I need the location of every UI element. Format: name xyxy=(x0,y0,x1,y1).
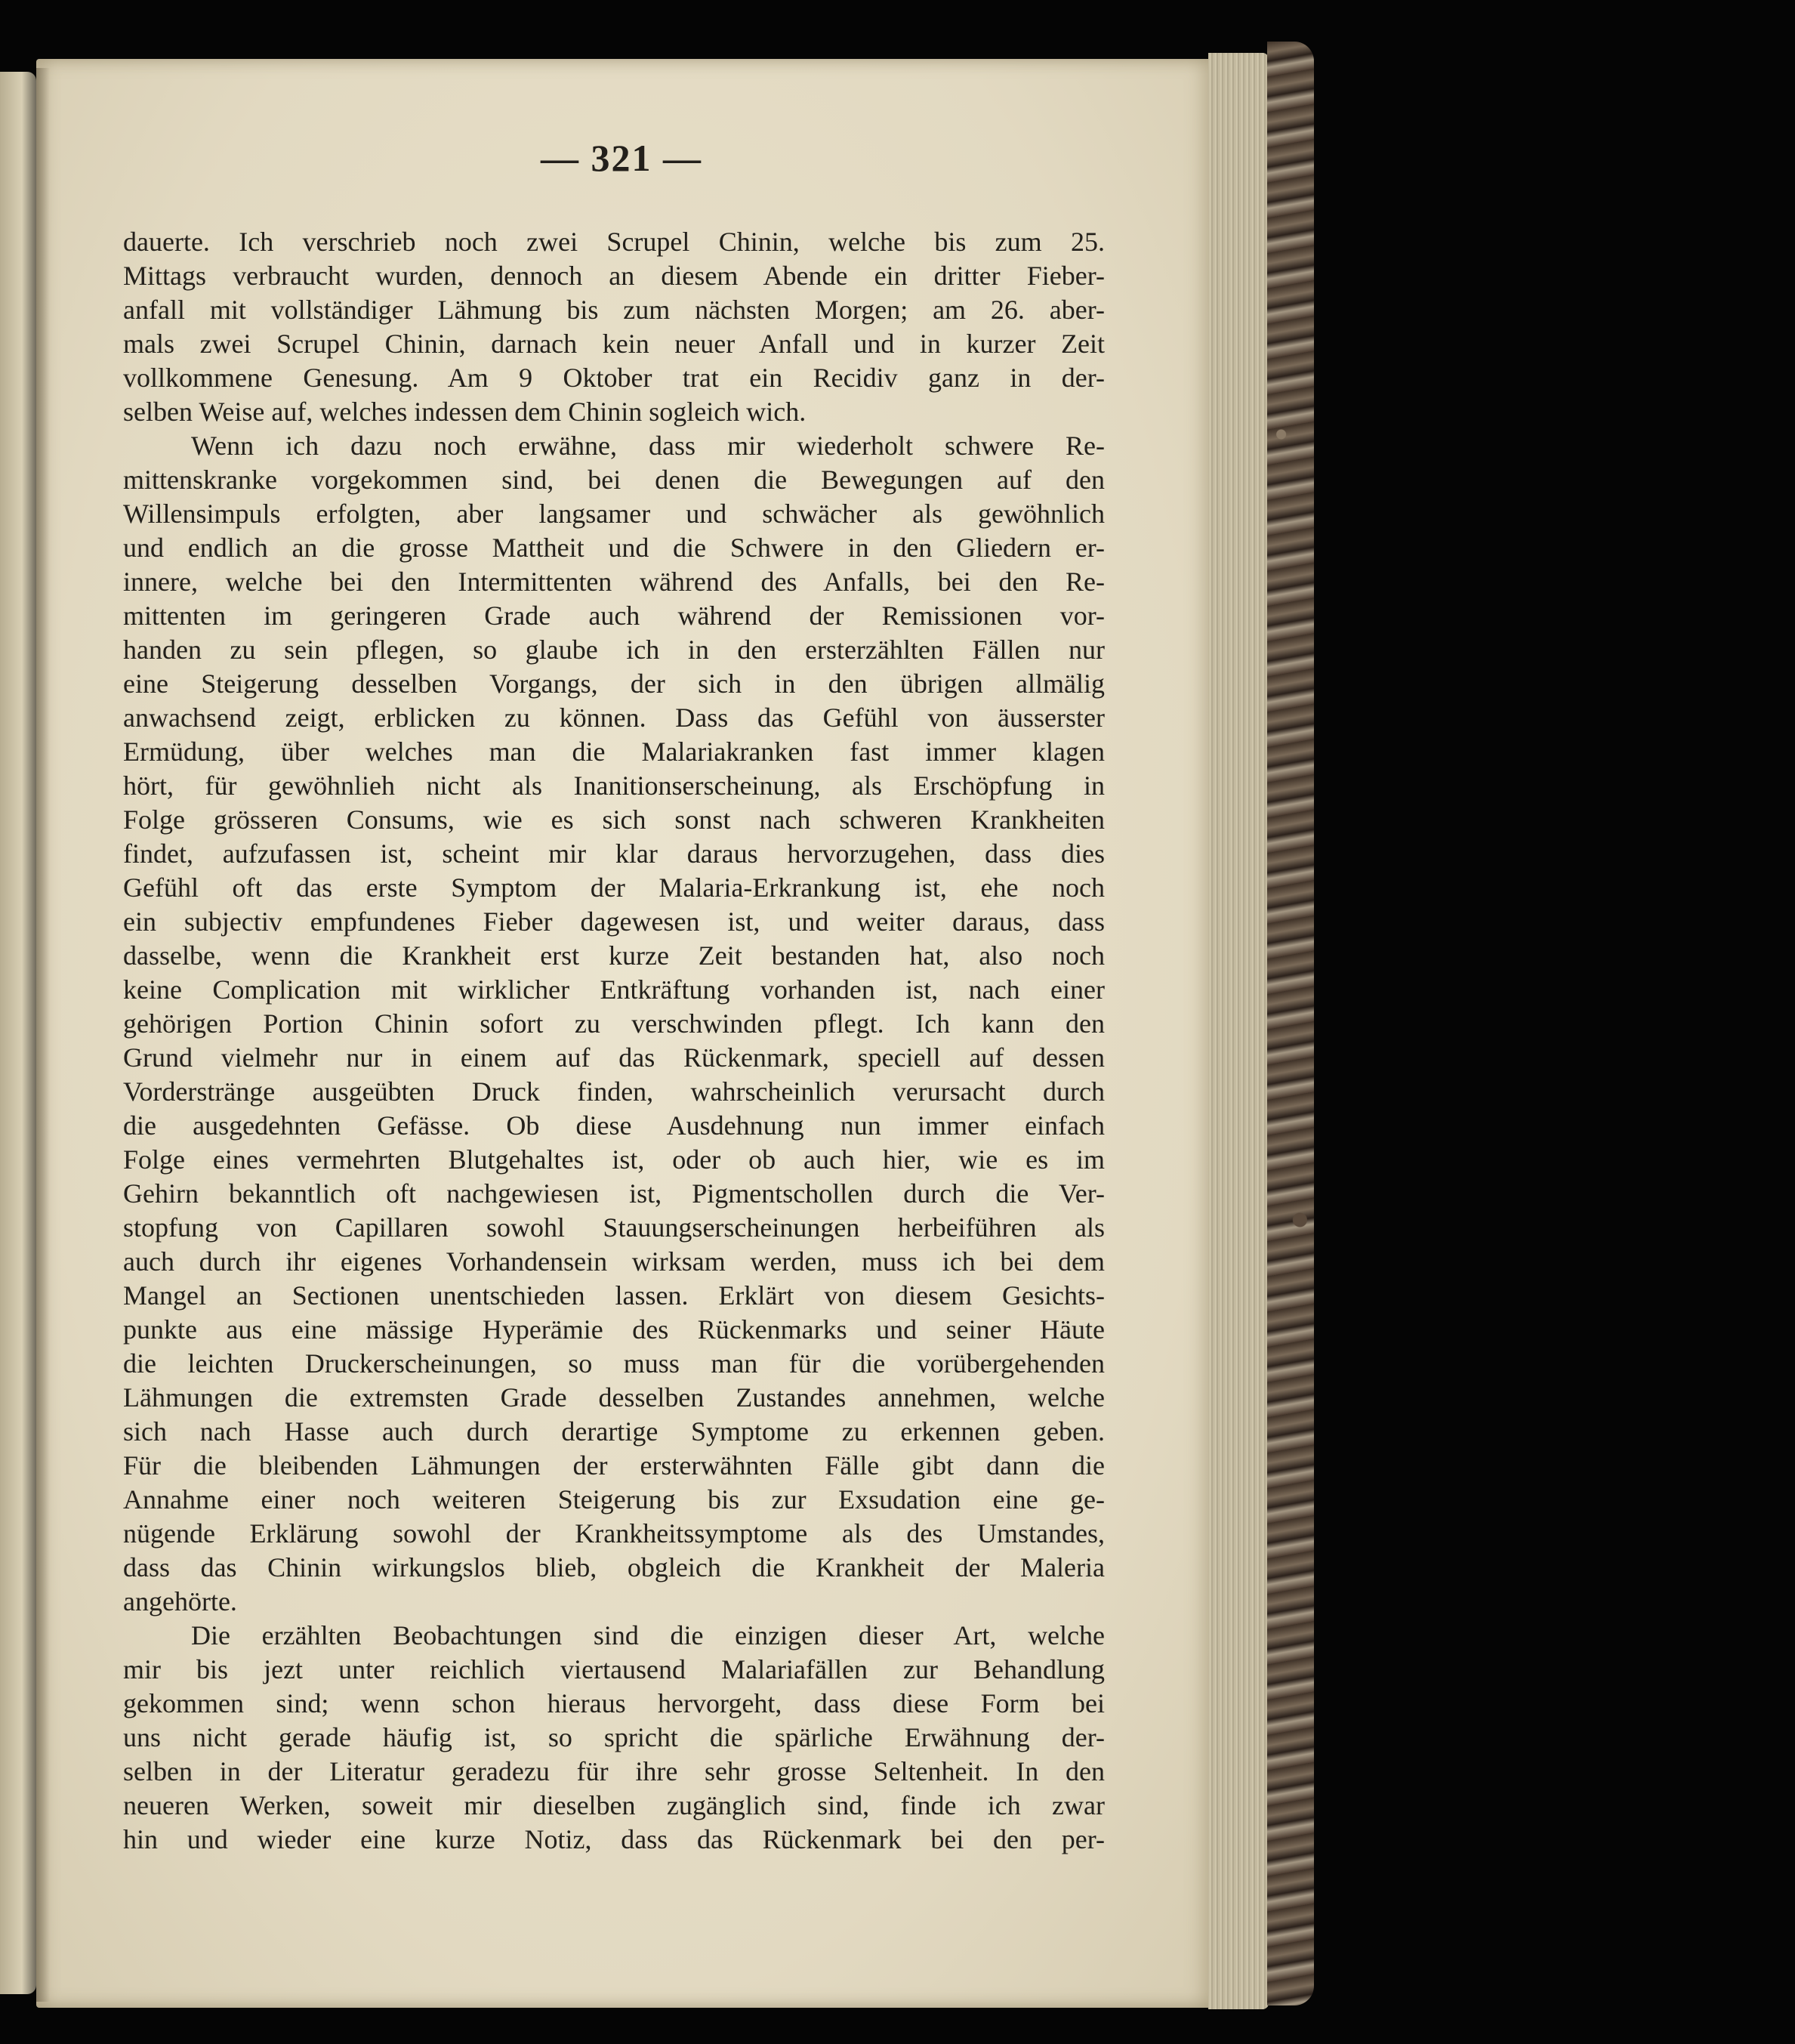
text-line: handen zu sein pflegen, so glaube ich in den ersterzählten Fällen nur xyxy=(123,635,1105,665)
marbled-book-cover xyxy=(1267,42,1314,2005)
text-line: hört, für gewöhnlieh nicht als Inanitionserscheinung, als Erschöpfung in xyxy=(123,770,1105,801)
text-line: Mittags verbraucht wurden, dennoch an diesem Abende ein dritter Fieber- xyxy=(123,261,1105,291)
text-line: Annahme einer noch weiteren Steigerung bis zur Exsudation eine ge- xyxy=(123,1484,1105,1514)
text-line: dasselbe, wenn die Krankheit erst kurze Zeit bestanden hat, also noch xyxy=(123,940,1105,971)
text-line: gehörigen Portion Chinin sofort zu verschwinden pflegt. Ich kann den xyxy=(123,1008,1105,1039)
text-line: punkte aus eine mässige Hyperämie des Rückenmarks und seiner Häute xyxy=(123,1314,1105,1345)
text-line: keine Complication mit wirklicher Entkräftung vorhanden ist, nach einer xyxy=(123,974,1105,1005)
text-line: Ermüdung, über welches man die Malariakranken fast immer klagen xyxy=(123,736,1105,767)
text-line: angehörte. xyxy=(123,1586,237,1616)
text-line: stopfung von Capillaren sowohl Stauungserscheinungen herbeiführen als xyxy=(123,1212,1105,1243)
page-stack-edge xyxy=(1208,53,1269,2009)
text-line: Gehirn bekanntlich oft nachgewiesen ist, Pigmentschollen durch die Ver- xyxy=(123,1178,1105,1209)
text-line: gekommen sind; wenn schon hieraus hervorgeht, dass diese Form bei xyxy=(123,1688,1105,1718)
page-content xyxy=(123,136,1105,1857)
text-line: anfall mit vollständiger Lähmung bis zum nächsten Morgen; am 26. aber- xyxy=(123,295,1105,325)
text-line: selben in der Literatur geradezu für ihre sehr grosse Seltenheit. In den xyxy=(123,1756,1105,1786)
text-line: Folge eines vermehrten Blutgehaltes ist, oder ob auch hier, wie es im xyxy=(123,1144,1105,1175)
text-line: Für die bleibenden Lähmungen der ersterwähnten Fälle gibt dann die xyxy=(123,1450,1105,1481)
text-line: anwachsend zeigt, erblicken zu können. Dass das Gefühl von äusserster xyxy=(123,702,1105,733)
text-line: Grund vielmehr nur in einem auf das Rückenmark, speciell auf dessen xyxy=(123,1042,1105,1073)
text-line: Folge grösseren Consums, wie es sich sonst nach schweren Krankheiten xyxy=(123,804,1105,835)
text-body xyxy=(123,225,1105,1857)
text-line: und endlich an die grosse Mattheit und die Schwere in den Gliedern er- xyxy=(123,533,1105,563)
page-number: — 321 — xyxy=(541,137,702,179)
text-line: mals zwei Scrupel Chinin, darnach kein neuer Anfall und in kurzer Zeit xyxy=(123,329,1105,359)
text-line: Die erzählten Beobachtungen sind die einzigen dieser Art, welche xyxy=(191,1620,1105,1650)
text-line: nügende Erklärung sowohl der Krankheitssymptome als des Umstandes, xyxy=(123,1518,1105,1548)
text-line: mir bis jezt unter reichlich viertausend Malariafällen zur Behandlung xyxy=(123,1654,1105,1684)
left-page-edge xyxy=(0,72,36,1994)
text-line: Gefühl oft das erste Symptom der Malaria-Erkrankung ist, ehe noch xyxy=(123,872,1105,903)
text-line: mittenskranke vorgekommen sind, bei denen die Bewegungen auf den xyxy=(123,465,1105,495)
text-line: uns nicht gerade häufig ist, so spricht die spärliche Erwähnung der- xyxy=(123,1722,1105,1752)
text-line: eine Steigerung desselben Vorgangs, der sich in den übrigen allmälig xyxy=(123,668,1105,699)
text-line: Vorderstränge ausgeübten Druck finden, wahrscheinlich verursacht durch xyxy=(123,1076,1105,1107)
text-line: vollkommene Genesung. Am 9 Oktober trat ein Recidiv ganz in der- xyxy=(123,363,1105,393)
text-line: hin und wieder eine kurze Notiz, dass das Rückenmark bei den per- xyxy=(123,1824,1105,1854)
text-line: die leichten Druckerscheinungen, so muss man für die vorübergehenden xyxy=(123,1348,1105,1379)
text-line: Mangel an Sectionen unentschieden lassen. Erklärt von diesem Gesichts- xyxy=(123,1280,1105,1311)
text-line: dass das Chinin wirkungslos blieb, obgleich die Krankheit der Maleria xyxy=(123,1552,1105,1582)
text-line: auch durch ihr eigenes Vorhandensein wirksam werden, muss ich bei dem xyxy=(123,1246,1105,1277)
text-line: findet, aufzufassen ist, scheint mir klar daraus hervorzugehen, dass dies xyxy=(123,838,1105,869)
text-line: Willensimpuls erfolgten, aber langsamer und schwächer als gewöhnlich xyxy=(123,499,1105,529)
page-gutter-shadow xyxy=(36,68,50,2002)
text-line: ein subjectiv empfundenes Fieber dagewesen ist, und weiter daraus, dass xyxy=(123,906,1105,937)
text-line: dauerte. Ich verschrieb noch zwei Scrupel Chinin, welche bis zum 25. xyxy=(123,227,1105,257)
text-line: neueren Werken, soweit mir dieselben zugänglich sind, finde ich zwar xyxy=(123,1790,1105,1820)
text-line: Wenn ich dazu noch erwähne, dass mir wiederholt schwere Re- xyxy=(191,431,1105,461)
text-line: die ausgedehnten Gefässe. Ob diese Ausdehnung nun immer einfach xyxy=(123,1110,1105,1141)
text-line: innere, welche bei den Intermittenten während des Anfalls, bei den Re- xyxy=(123,567,1105,597)
text-line: selben Weise auf, welches indessen dem Chinin sogleich wich. xyxy=(123,397,807,427)
text-line: mittenten im geringeren Grade auch während der Remissionen vor- xyxy=(123,601,1105,631)
text-line: Lähmungen die extremsten Grade desselben Zustandes annehmen, welche xyxy=(123,1382,1105,1413)
text-line: sich nach Hasse auch durch derartige Symptome zu erkennen geben. xyxy=(123,1416,1105,1447)
